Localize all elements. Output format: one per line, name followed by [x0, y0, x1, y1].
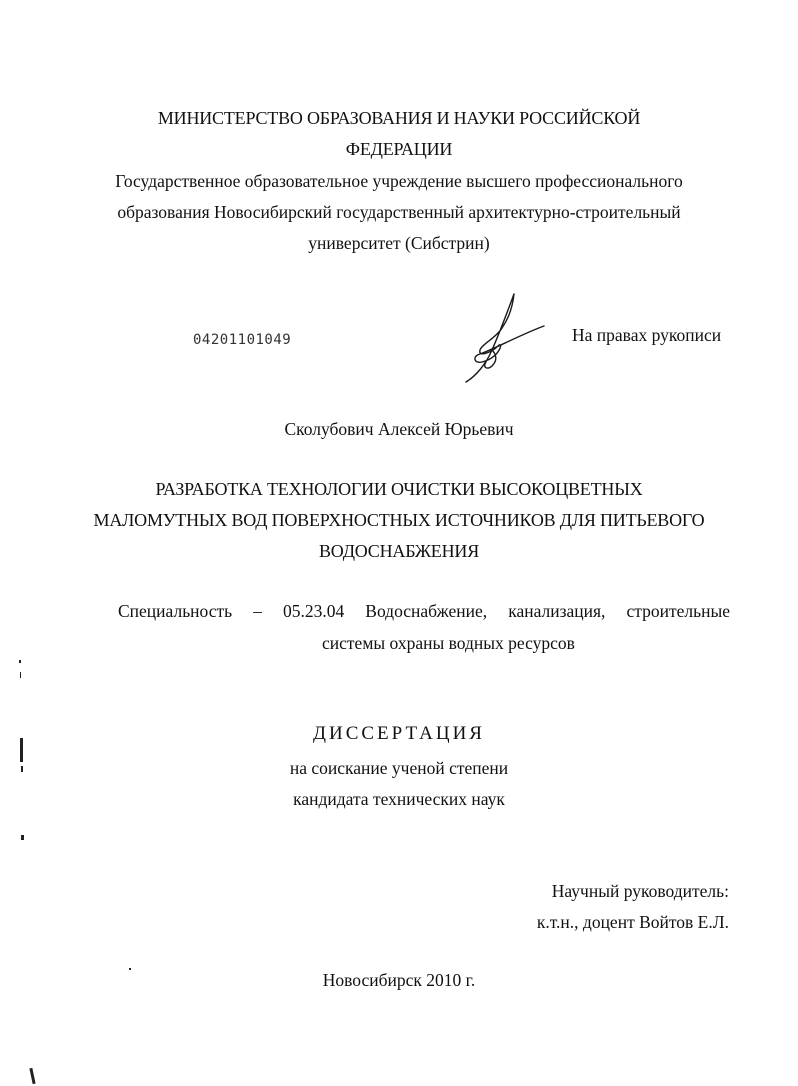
ministry-line-1: МИНИСТЕРСТВО ОБРАЗОВАНИЯ И НАУКИ РОССИЙСКОЙ [157, 108, 641, 128]
signature-icon [452, 288, 552, 388]
author-name: Сколубович Алексей Юрьевич [284, 419, 514, 439]
speciality-line-1 [118, 600, 730, 622]
thesis-title-line-2: МАЛОМУТНЫХ ВОД ПОВЕРХНОСТНЫХ ИСТОЧНИКОВ ДЛЯ ПИТЬЕВОГО [93, 510, 705, 530]
speciality-word-2: канализация, [508, 601, 606, 621]
dissertation-line-2: кандидата технических наук [293, 789, 505, 809]
speciality-word-1: Водоснабжение, [365, 601, 488, 621]
speciality-line-2: системы охраны водных ресурсов [322, 633, 575, 653]
place-year: Новосибирск 2010 г. [322, 970, 476, 990]
thesis-title-line-1: РАЗРАБОТКА ТЕХНОЛОГИИ ОЧИСТКИ ВЫСОКОЦВЕТНЫХ [155, 479, 643, 499]
scan-artifact [20, 672, 21, 678]
institution-line-1: Государственное образовательное учреждение высшего профессионального [115, 171, 683, 191]
scan-artifact [21, 766, 23, 772]
supervisor-label: Научный руководитель: [551, 881, 729, 901]
scan-artifact [20, 738, 23, 762]
supervisor-name: к.т.н., доцент Войтов Е.Л. [536, 912, 729, 932]
serial-number: 04201101049 [193, 332, 292, 348]
speciality-code: 05.23.04 [282, 601, 345, 621]
scan-artifact [21, 835, 24, 840]
manuscript-rights: На правах рукописи [572, 325, 722, 345]
dissertation-heading: ДИССЕРТАЦИЯ [313, 723, 485, 744]
scan-artifact [29, 1068, 35, 1084]
speciality-label: Специальность [118, 601, 233, 621]
institution-line-3: университет (Сибстрин) [308, 233, 490, 253]
scan-artifact [129, 968, 131, 970]
ministry-line-2: ФЕДЕРАЦИИ [345, 139, 453, 159]
thesis-title-line-3: ВОДОСНАБЖЕНИЯ [318, 541, 480, 561]
scan-artifact [19, 660, 21, 663]
speciality-word-3: строительные [626, 601, 730, 621]
dissertation-line-1: на соискание ученой степени [289, 758, 509, 778]
speciality-dash: – [253, 601, 262, 621]
institution-line-2: образования Новосибирский государственный архитектурно-строительный [117, 202, 681, 222]
